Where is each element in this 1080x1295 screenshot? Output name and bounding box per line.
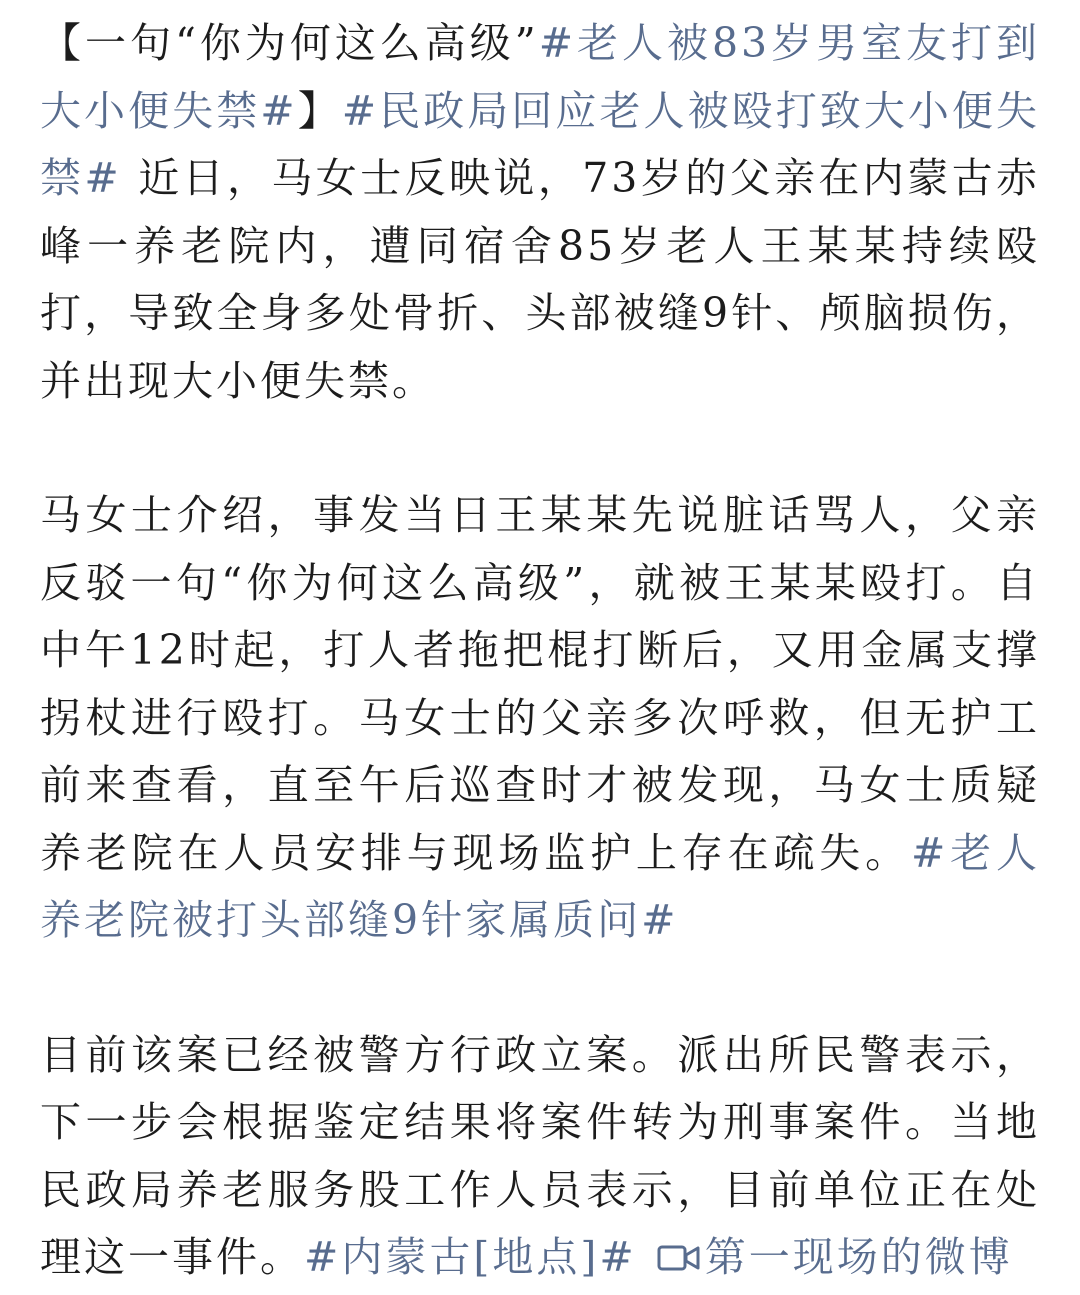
paragraph-3 — [40, 1022, 1040, 1292]
video-camera-icon — [657, 1242, 701, 1274]
paragraph-2-text: 马女士介绍，事发当日王某某先说脏话骂人，父亲反驳一句“你为何这么高级”，就被王某某殴打。自中午12时起，打人者拖把棍打断后，又用金属支撑拐杖进行殴打。马女士的父亲多次呼救，但无护工前来查看，直至午后巡查时才被发现，马女士质疑养老院在人员安排与现场监护上存在疏失。 — [40, 491, 1040, 877]
paragraph-1 — [40, 10, 1040, 415]
hashtag-civil-affairs-response[interactable]: #民政局回应老人被殴打致大小便失禁# — [40, 86, 1041, 202]
bracket-close: 】 — [297, 86, 342, 135]
paragraph-spacer — [40, 955, 1040, 1022]
hashtag-nursing-home-stitches[interactable]: #老人养老院被打头部缝9针家属质问# — [40, 828, 1041, 944]
paragraph-3-text: 目前该案已经被警方行政立案。派出所民警表示，下一步会根据鉴定结果将案件转为刑事案件。当地民政局养老服务股工作人员表示，目前单位正在处理这一事件。 — [40, 1030, 1040, 1281]
paragraph-spacer — [40, 415, 1040, 482]
location-tag-inner-mongolia[interactable]: #内蒙古[地点]# — [304, 1233, 637, 1281]
source-link[interactable]: 第一现场的微博 — [704, 1233, 1013, 1281]
bracket-open: 【 — [40, 19, 85, 67]
hashtag-elder-beaten-incontinence[interactable]: #老人被83岁男室友打到大小便失禁# — [40, 19, 1041, 135]
quote-title: 一句“你为何这么高级” — [84, 19, 539, 67]
paragraph-1-text: 近日，马女士反映说，73岁的父亲在内蒙古赤峰一养老院内，遭同宿舍85岁老人王某某持续殴打，导致全身多处骨折、头部被缝9针、颅脑损伤，并出现大小便失禁。 — [40, 154, 1041, 405]
paragraph-2 — [40, 482, 1040, 955]
